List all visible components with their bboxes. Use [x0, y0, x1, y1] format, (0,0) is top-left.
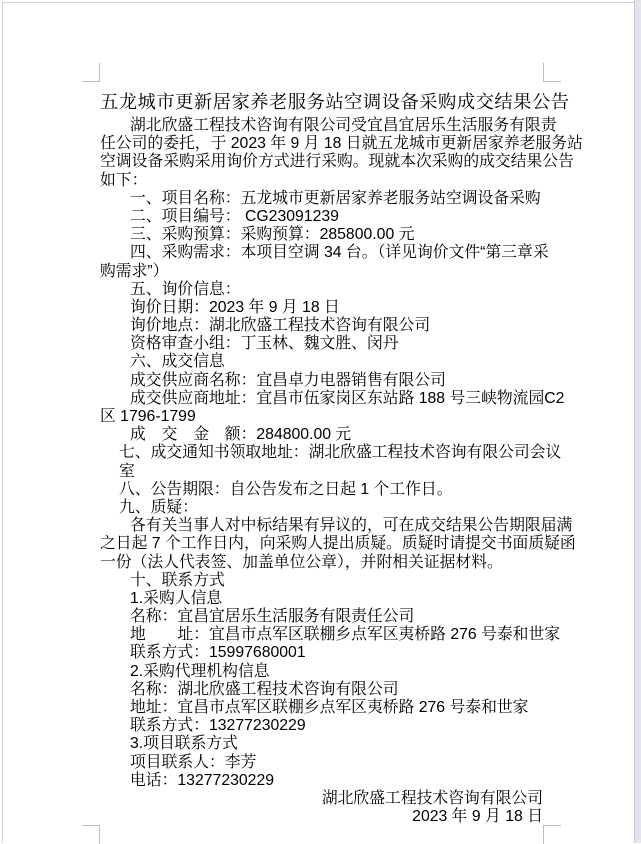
- doc-title: 五龙城市更新居家养老服务站空调设备采购成交结果公告: [100, 91, 570, 112]
- doc-line: 五、询价信息：: [130, 280, 241, 298]
- doc-line: 名称：宜昌宜居乐生活服务有限责任公司: [130, 608, 415, 626]
- doc-line: 区 1796-1799: [100, 408, 196, 425]
- doc-line: 3.项目联系方式: [130, 735, 238, 753]
- text-boundary-mark-bottom-right: [543, 825, 561, 844]
- right-gutter: [634, 0, 641, 843]
- doc-line: 任公司的委托，于 2023 年 9 月 18 日就五龙城市更新居家养老服务站: [100, 135, 583, 153]
- doc-line: 成交供应商名称：宜昌卓力电器销售有限公司: [130, 371, 446, 389]
- doc-line: 询价地点：湖北欣盛工程技术咨询有限公司: [130, 317, 431, 335]
- doc-line: 八、公告期限：自公告发布之日起 1 个工作日。: [119, 480, 453, 498]
- doc-line: 1.采购人信息: [130, 589, 223, 607]
- doc-line: 地址：宜昌市点军区联棚乡点军区夷桥路 276 号泰和世家: [130, 699, 529, 716]
- text-boundary-mark-bottom-left: [82, 825, 100, 844]
- doc-line: 湖北欣盛工程技术咨询有限公司受宜昌宜居乐生活服务有限责: [130, 117, 557, 134]
- doc-line: 名称：湖北欣盛工程技术咨询有限公司: [130, 680, 399, 698]
- doc-line: 二、项目编号： CG23091239: [130, 207, 339, 225]
- doc-line: 资格审查小组：丁玉林、魏文胜、闵丹: [130, 335, 399, 353]
- doc-line: 七、成交通知书领取地址：湖北欣盛工程技术咨询有限公司会议: [119, 444, 562, 462]
- doc-line: 地 址：宜昌市点军区联棚乡点军区夷桥路 276 号泰和世家: [130, 626, 561, 644]
- doc-line: 购需求”）: [100, 262, 169, 280]
- text-boundary-mark-top-right: [543, 63, 561, 82]
- doc-line: 各有关当事人对中标结果有异议的，可在成交结果公告期限届满: [130, 517, 573, 535]
- text-boundary-mark-top-left: [82, 63, 100, 82]
- doc-line: 六、成交信息: [130, 353, 225, 371]
- doc-line: 一份（法人代表签、加盖单位公章），并附相关证据材料。: [100, 553, 503, 571]
- doc-line: 三、采购预算：采购预算：285800.00 元: [130, 226, 415, 244]
- doc-line: 九、质疑：: [119, 498, 198, 516]
- doc-line: 空调设备采购采用询价方式进行采购。现就本次采购的成交结果公告: [100, 153, 574, 171]
- doc-line: 成 交 金 额：284800.00 元: [130, 426, 352, 444]
- signature-org: 湖北欣盛工程技术咨询有限公司: [321, 789, 543, 807]
- doc-line: 项目联系人：李芳: [130, 753, 257, 771]
- doc-line: 如下：: [100, 171, 148, 189]
- doc-line: 联系方式：13277230229: [130, 717, 306, 735]
- doc-line: 十、联系方式: [130, 571, 225, 589]
- doc-line: 询价日期：2023 年 9 月 18 日: [130, 298, 340, 316]
- doc-line: 之日起 7 个工作日内，向采购人提出质疑。质疑时请提交书面质疑函: [100, 535, 576, 553]
- doc-line: 一、项目名称：五龙城市更新居家养老服务站空调设备采购: [130, 189, 541, 207]
- document-content: [100, 87, 583, 826]
- doc-line: 电话：13277230229: [130, 771, 275, 789]
- doc-line: 成交供应商地址：宜昌市伍家岗区东站路 188 号三峡物流园C2: [130, 389, 565, 407]
- doc-line: 联系方式：15997680001: [130, 644, 306, 662]
- signature-date: 2023 年 9 月 18 日: [412, 808, 543, 826]
- document-page: [2, 2, 634, 843]
- doc-line: 室: [119, 462, 135, 480]
- doc-line: 四、采购需求：本项目空调 34 台。（详见询价文件“第三章采: [130, 244, 549, 262]
- doc-line: 2.采购代理机构信息: [130, 662, 270, 680]
